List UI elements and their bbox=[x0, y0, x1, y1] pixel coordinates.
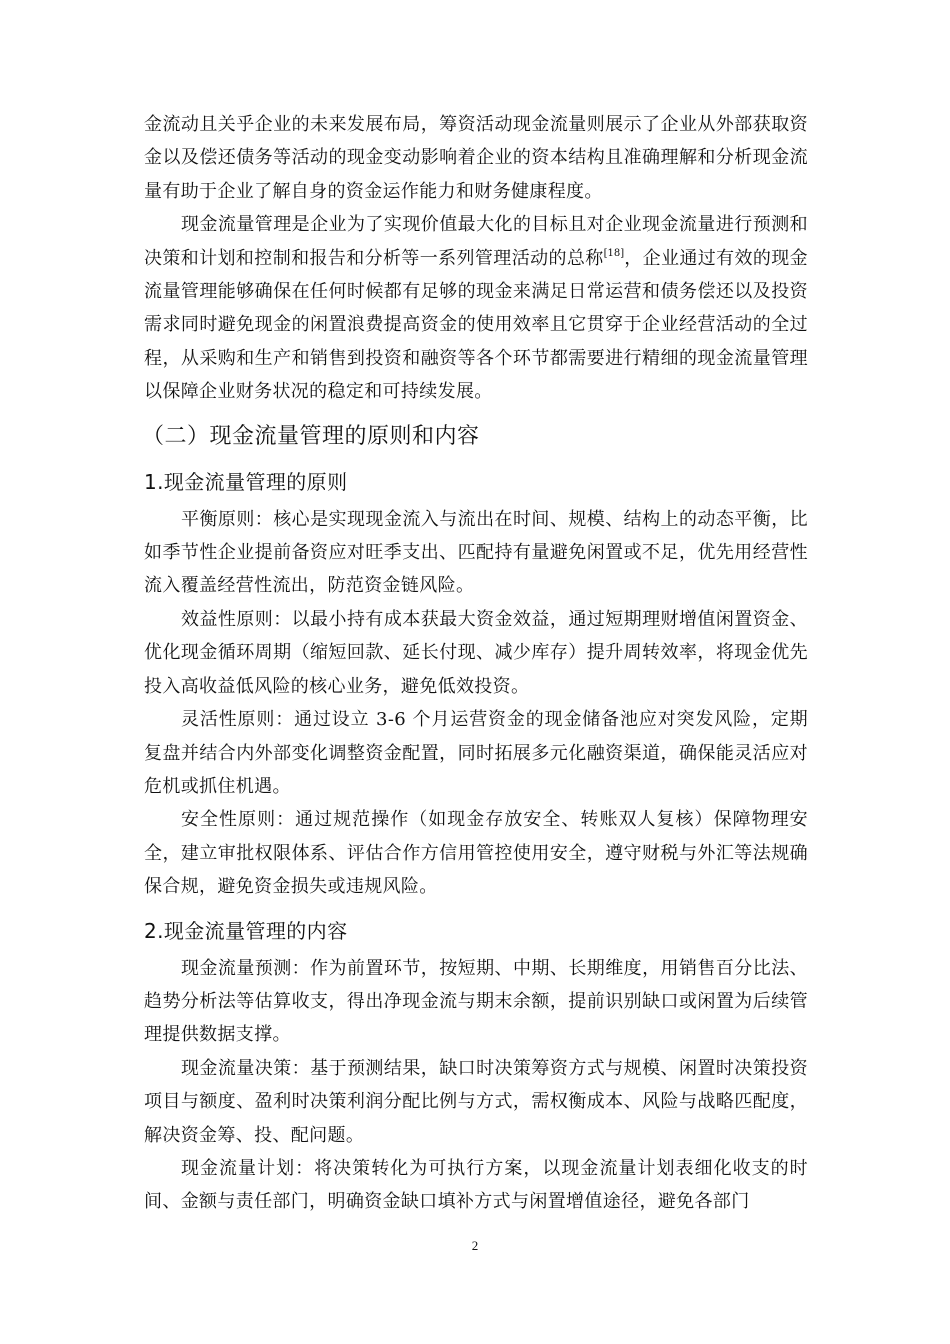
paragraph-text-before-citation: 现金流量管理是企业为了实现价值最大化的目标且对企业现金流量进行预测和决策和计划和控制和报告和分析等一系列管理活动的总称 bbox=[144, 214, 808, 269]
content-paragraph-decision: 现金流量决策：基于预测结果，缺口时决策筹资方式与规模、闲置时决策投资项目与额度、盈利时决策利润分配比例与方式，需权衡成本、风险与战略匹配度，解决资金筹、投、配问题。 bbox=[144, 1057, 808, 1146]
section-heading: （二）现金流量管理的原则和内容 bbox=[142, 423, 480, 449]
content-paragraph-forecast: 现金流量预测：作为前置环节，按短期、中期、长期维度，用销售百分比法、趋势分析法等估算收支，得出净现金流与期末余额，提前识别缺口或闲置为后续管理提供数据支撑。 bbox=[144, 957, 808, 1046]
principle-paragraph-flexibility: 灵活性原则：通过设立 3-6 个月运营资金的现金储备池应对突发风险，定期复盘并结合内外部变化调整资金配置，同时拓展多元化融资渠道，确保能灵活应对危机或抓住机遇。 bbox=[144, 709, 808, 797]
subsection-heading-contents: 2.现金流量管理的内容 bbox=[144, 918, 348, 943]
page-body bbox=[144, 108, 808, 1219]
body-paragraph-definition bbox=[144, 208, 808, 408]
content-paragraph-plan: 现金流量计划：将决策转化为可执行方案，以现金流量计划表细化收支的时间、金额与责任部门，明确资金缺口填补方式与闲置增值途径，避免各部门 bbox=[144, 1157, 808, 1213]
paragraph-text-after-citation: ，企业通过有效的现金流量管理能够确保在任何时候都有足够的现金来满足日常运营和债务偿还以及投资需求同时避免现金的闲置浪费提高资金的使用效率且它贯穿于企业经营活动的全过程，从采购和生产和销售到投资和融资等各个环节都需要进行精细的现金流量管理以保障企业财务状况的稳定和可持续发展。 bbox=[144, 247, 809, 403]
page-number: 2 bbox=[471, 1238, 479, 1253]
body-paragraph-continuation: 金流动且关乎企业的未来发展布局，筹资活动现金流量则展示了企业从外部获取资金以及偿还债务等活动的现金变动影响着企业的资本结构且准确理解和分析现金流量有助于企业了解自身的资金运作能力和财务健康程度。 bbox=[144, 114, 808, 202]
subsection-heading-principles: 1.现金流量管理的原则 bbox=[144, 469, 348, 494]
principle-paragraph-balance: 平衡原则：核心是实现现金流入与流出在时间、规模、结构上的动态平衡，比如季节性企业提前备资应对旺季支出、匹配持有量避免闲置或不足，优先用经营性流入覆盖经营性流出，防范资金链风险。 bbox=[144, 508, 808, 597]
citation-reference: [18] bbox=[603, 247, 625, 259]
principle-paragraph-efficiency: 效益性原则：以最小持有成本获最大资金效益，通过短期理财增值闲置资金、优化现金循环周期（缩短回款、延长付现、减少库存）提升周转效率，将现金优先投入高收益低风险的核心业务，避免低效投资。 bbox=[144, 608, 808, 697]
principle-paragraph-safety: 安全性原则：通过规范操作（如现金存放安全、转账双人复核）保障物理安全，建立审批权限体系、评估合作方信用管控使用安全，遵守财税与外汇等法规确保合规，避免资金损失或违规风险。 bbox=[144, 809, 808, 898]
